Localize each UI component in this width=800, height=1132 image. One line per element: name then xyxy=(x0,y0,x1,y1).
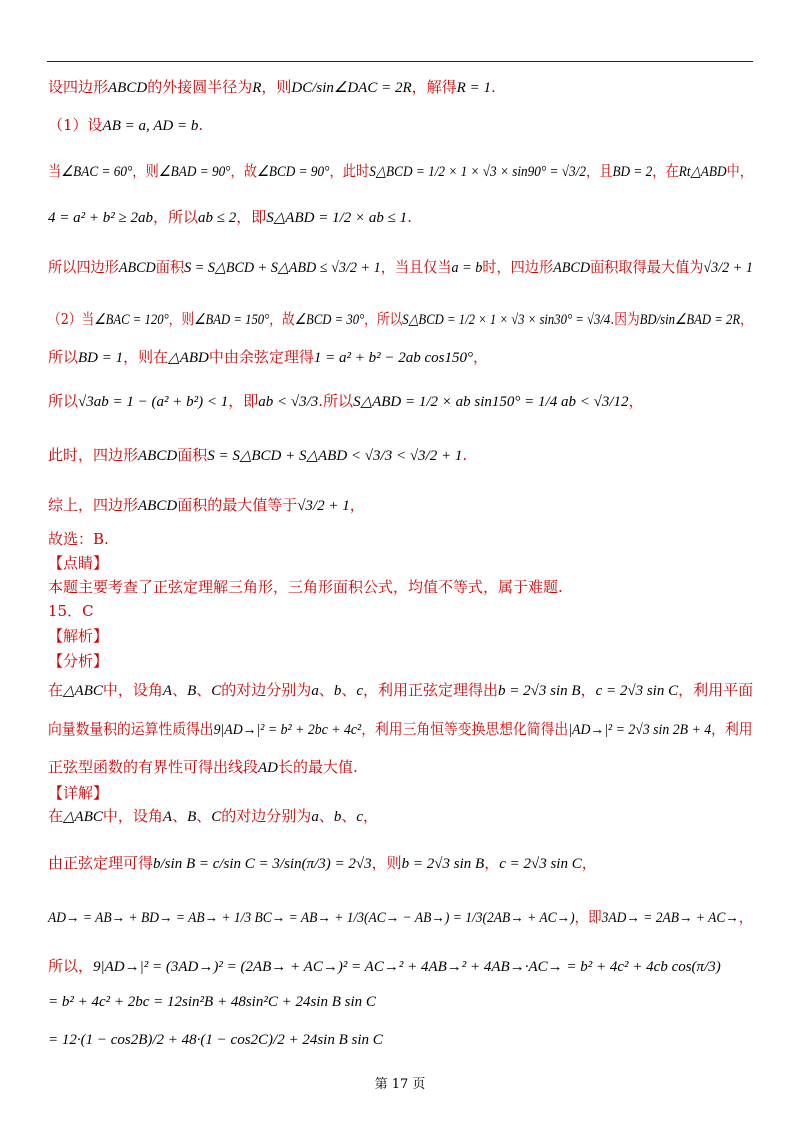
text-run: 所以四边形 xyxy=(48,258,119,276)
math-expression: C xyxy=(211,683,222,699)
math-expression: BD = 2 xyxy=(612,164,653,180)
text-run: 的对边分别为 xyxy=(221,807,312,825)
text-run: 、 xyxy=(172,807,188,825)
math-expression: a xyxy=(311,683,319,699)
text-run: ， xyxy=(740,310,753,328)
math-expression: B xyxy=(187,809,197,825)
text-run: . xyxy=(490,78,496,96)
math-expression: ∠BAC = 60° xyxy=(61,164,133,180)
math-expression: √3/2 + 1 xyxy=(703,260,753,276)
math-expression: ∠BAC = 120° xyxy=(94,312,169,328)
text-line xyxy=(48,206,753,229)
math-expression: △ABC xyxy=(63,809,103,825)
text-run: ，则 xyxy=(132,162,159,180)
page-number: 第 17 页 xyxy=(374,1077,426,1092)
math-expression: S△BCD = 1/2 × 1 × √3 × sin90° = √3/2 xyxy=(369,164,586,180)
math-expression: a xyxy=(311,809,319,825)
math-expression: b = 2√3 sin B xyxy=(498,683,581,699)
math-expression: ∠BAD = 150° xyxy=(194,312,270,328)
math-expression: 9|AD→|² = b² + 2bc + 4c² xyxy=(213,722,362,738)
text-run: 时，四边形 xyxy=(482,258,554,276)
math-expression: S△ABD = 1/2 × ab sin150° = 1/4 ab < √3/12 xyxy=(353,394,629,410)
text-line xyxy=(48,625,753,647)
text-run: 面积 xyxy=(155,258,185,276)
math-expression: c xyxy=(356,809,364,825)
text-line xyxy=(48,600,753,622)
math-expression: AD xyxy=(258,760,279,776)
math-expression: BD = 1 xyxy=(78,350,124,366)
math-expression: S = S△BCD + S△ABD < √3/3 < √3/2 + 1 xyxy=(207,448,463,464)
math-expression: ∠BAD = 90° xyxy=(158,164,231,180)
text-line xyxy=(48,805,753,828)
text-run: 、 xyxy=(341,681,357,699)
text-run: ，故 xyxy=(230,162,257,180)
math-expression: AD→ = AB→ + BD→ = AB→ + 1/3 BC→ = AB→ + 1/3(AC→ − AB→) = 1/3(2AB→ + AC→) xyxy=(48,910,575,926)
text-run: ，即 xyxy=(574,908,602,926)
math-expression: S = S△BCD + S△ABD ≤ √3/2 + 1 xyxy=(184,260,381,276)
math-expression: ab < √3/3 xyxy=(258,394,319,410)
text-run: 面积取得最大值为 xyxy=(590,258,704,276)
text-line xyxy=(48,955,753,978)
math-expression: |AD→|² = 2√3 sin 2B + 4 xyxy=(568,722,712,738)
text-line xyxy=(48,346,753,369)
text-run: .因为 xyxy=(610,310,640,328)
math-expression: ABCD xyxy=(108,80,148,96)
math-expression: B xyxy=(187,683,197,699)
text-run: ，则 xyxy=(168,310,195,328)
math-expression: b = 2√3 sin B xyxy=(401,856,485,872)
math-expression: a = b xyxy=(451,260,483,276)
math-expression: c = 2√3 sin C xyxy=(499,856,582,872)
text-line xyxy=(48,718,753,741)
text-run: 故选：B. xyxy=(48,530,109,548)
text-line xyxy=(48,679,753,702)
text-run: ，则 xyxy=(261,78,292,96)
math-expression: 9|AD→|² = (3AD→)² = (2AB→ + AC→)² = AC→² + 4AB→² + 4AB→·AC→ = b² + 4c² + 4cb cos(π/3) xyxy=(93,959,721,975)
text-run: 所以 xyxy=(48,392,79,410)
math-expression: △ABD xyxy=(168,350,209,366)
text-run: ， xyxy=(349,496,365,514)
text-line xyxy=(48,76,753,99)
text-run: 向量数量积的运算性质得出 xyxy=(48,720,214,738)
text-run: 正弦型函数的有界性可得出线段 xyxy=(48,758,259,776)
math-expression: S△ABD = 1/2 × ab ≤ 1 xyxy=(266,210,408,226)
math-expression: 4 = a² + b² ≥ 2ab xyxy=(48,210,153,226)
text-run: ，利用 xyxy=(711,720,753,738)
text-line xyxy=(48,528,753,550)
text-run: 中， xyxy=(726,162,754,180)
text-line xyxy=(48,782,753,804)
math-expression: b/sin B = c/sin C = 3/sin(π/3) = 2√3 xyxy=(153,856,372,872)
math-expression: ABCD xyxy=(553,260,591,276)
text-line xyxy=(48,390,753,413)
text-run: ，解得 xyxy=(411,78,457,96)
text-run: 当 xyxy=(48,162,62,180)
text-run: 中，设角 xyxy=(102,681,163,699)
text-run: 中由余弦定理得 xyxy=(208,348,314,366)
math-expression: ∠BCD = 30° xyxy=(294,312,365,328)
text-run: 、 xyxy=(341,807,357,825)
text-run: 在 xyxy=(48,681,64,699)
text-run: .所以 xyxy=(318,392,354,410)
text-line xyxy=(48,256,753,279)
text-run: ， xyxy=(738,908,753,926)
text-run: 面积的最大值等于 xyxy=(177,496,298,514)
text-run: ，故 xyxy=(269,310,295,328)
math-expression: c xyxy=(356,683,364,699)
text-run: 由正弦定理可得 xyxy=(48,854,154,872)
text-run: ， xyxy=(484,854,500,872)
text-run: 、 xyxy=(196,807,212,825)
text-run: 长的最大值. xyxy=(278,758,358,776)
text-run: 所以， xyxy=(48,957,94,975)
text-run: 本题主要考查了正弦定理解三角形，三角形面积公式，均值不等式，属于难题. xyxy=(48,578,563,596)
text-run: 、 xyxy=(318,681,334,699)
text-line xyxy=(48,1028,753,1051)
text-run: 【详解】 xyxy=(48,784,109,802)
text-run: ， xyxy=(472,348,488,366)
math-expression: √3/2 + 1 xyxy=(297,498,350,514)
math-expression: R = 1 xyxy=(456,80,491,96)
math-expression: √3ab = 1 − (a² + b²) < 1 xyxy=(78,394,229,410)
text-run: 【点睛】 xyxy=(48,554,109,572)
text-line xyxy=(48,990,753,1013)
math-expression: 3AD→ = 2AB→ + AC→ xyxy=(601,910,739,926)
text-run: ，即 xyxy=(228,392,259,410)
text-run: ，所以 xyxy=(364,310,403,328)
text-run: ，则在 xyxy=(123,348,169,366)
text-line xyxy=(48,444,753,467)
text-run: 此时，四边形 xyxy=(48,446,139,464)
text-run: 的对边分别为 xyxy=(221,681,312,699)
math-expression: = b² + 4c² + 2bc = 12sin²B + 48sin²C + 24sin B sin C xyxy=(48,994,376,1010)
math-expression: DC/sin∠DAC = 2R xyxy=(291,80,412,96)
math-expression: ABCD xyxy=(138,498,178,514)
text-line xyxy=(48,308,753,331)
text-run: . xyxy=(407,208,412,226)
math-expression: C xyxy=(211,809,222,825)
text-line xyxy=(48,160,754,183)
math-expression: b xyxy=(333,809,342,825)
text-run: （2）当 xyxy=(48,310,95,328)
text-line xyxy=(48,906,753,929)
math-expression: ABCD xyxy=(138,448,178,464)
math-expression: A xyxy=(162,683,173,699)
math-expression: S△BCD = 1/2 × 1 × √3 × sin30° = √3/4 xyxy=(402,312,611,328)
text-run: 中，设角 xyxy=(102,807,163,825)
text-run: 综上，四边形 xyxy=(48,496,139,514)
text-run: 设四边形 xyxy=(48,78,109,96)
text-run: ，在 xyxy=(652,162,679,180)
text-run: ，则 xyxy=(371,854,402,872)
text-line xyxy=(48,852,753,875)
math-expression: A xyxy=(162,809,173,825)
math-expression: BD/sin∠BAD = 2R xyxy=(639,312,741,328)
math-expression: c = 2√3 sin C xyxy=(595,683,679,699)
text-run: 的外接圆半径为 xyxy=(147,78,253,96)
text-run: 【解析】 xyxy=(48,627,109,645)
math-expression: = 12·(1 − cos2B)/2 + 48·(1 − cos2C)/2 + 24sin B sin C xyxy=(48,1032,383,1048)
text-run: ，此时 xyxy=(329,162,370,180)
text-run: 面积 xyxy=(177,446,208,464)
text-run: . xyxy=(198,116,204,134)
text-run: 、 xyxy=(196,681,212,699)
text-line xyxy=(48,576,753,598)
text-run: ， xyxy=(580,681,596,699)
text-run: ，利用平面 xyxy=(678,681,754,699)
text-run: 、 xyxy=(172,681,188,699)
text-line xyxy=(48,114,753,137)
text-run: ， xyxy=(363,807,379,825)
text-run: 、 xyxy=(318,807,334,825)
text-run: ， xyxy=(628,392,644,410)
text-line xyxy=(48,552,753,574)
math-expression: 1 = a² + b² − 2ab cos150° xyxy=(313,350,473,366)
math-expression: R xyxy=(252,80,262,96)
text-line xyxy=(48,650,753,672)
text-run: . xyxy=(462,446,468,464)
text-run: ，且 xyxy=(585,162,613,180)
text-run: 【分析】 xyxy=(48,652,109,670)
text-line xyxy=(48,494,753,517)
math-expression: Rt△ABD xyxy=(678,164,727,180)
text-run: ，当且仅当 xyxy=(380,258,452,276)
math-expression: ∠BCD = 90° xyxy=(256,164,330,180)
header-rule xyxy=(47,61,753,62)
math-expression: △ABC xyxy=(63,683,103,699)
math-expression: ABCD xyxy=(118,260,156,276)
text-run: 15．C xyxy=(48,602,94,620)
text-run: ，所以 xyxy=(152,208,198,226)
math-expression: AB = a, AD = b xyxy=(102,118,199,134)
math-expression: ab ≤ 2 xyxy=(198,210,237,226)
text-line xyxy=(48,756,753,779)
text-run: 在 xyxy=(48,807,64,825)
text-run: ，利用三角恒等变换思想化简得出 xyxy=(361,720,569,738)
text-run: ，利用正弦定理得出 xyxy=(363,681,499,699)
text-run: 所以 xyxy=(48,348,79,366)
text-run: （1）设 xyxy=(48,116,103,134)
text-run: ，即 xyxy=(236,208,267,226)
math-expression: b xyxy=(333,683,342,699)
text-run: ， xyxy=(581,854,597,872)
